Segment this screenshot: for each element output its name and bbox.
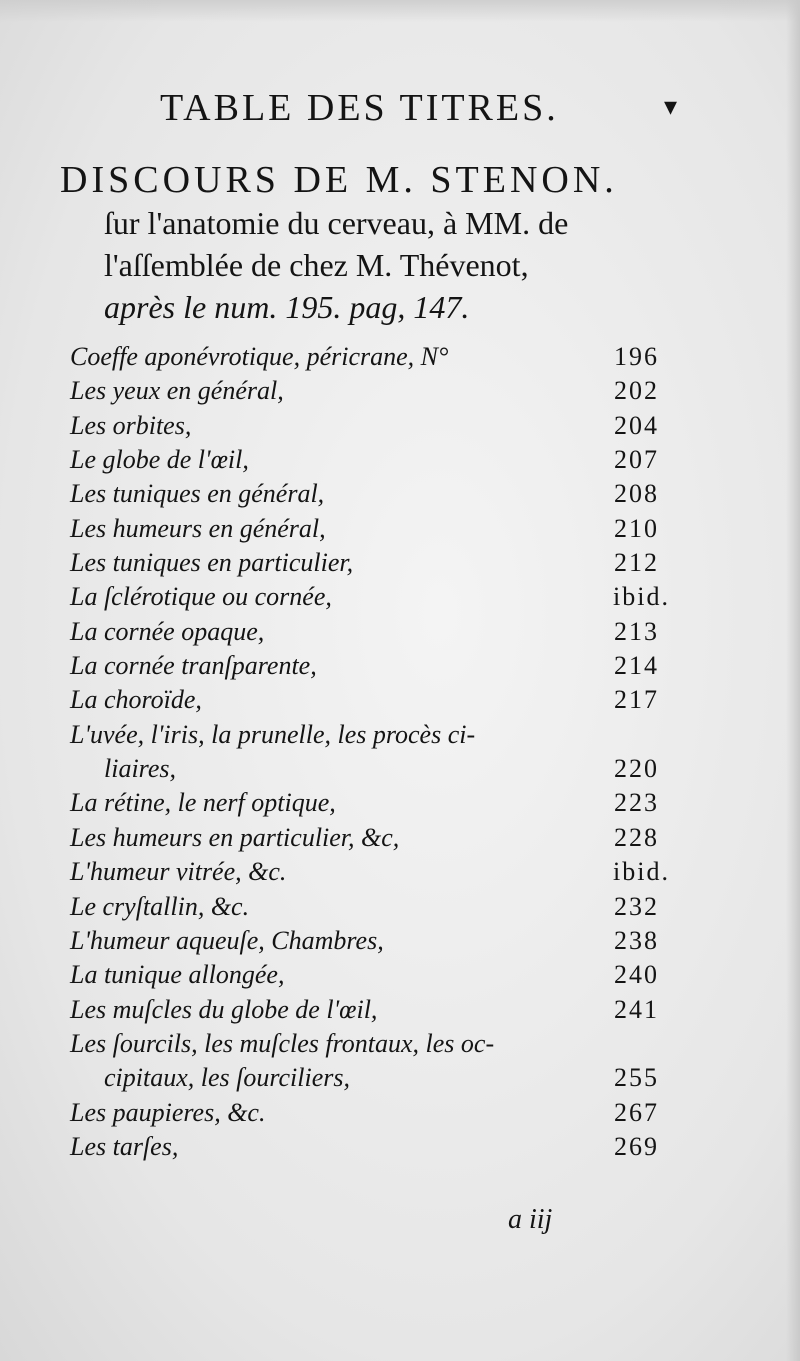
section-title: DISCOURS DE M. STENON.: [60, 159, 618, 201]
toc-entry: [70, 376, 670, 410]
toc-entry: [70, 857, 670, 891]
running-title: TABLE DES TITRES.: [160, 87, 559, 129]
toc-entry-page: 212: [614, 548, 659, 578]
toc-entry-title: cipitaux, les ſourciliers,: [104, 1063, 350, 1093]
toc-entry: [70, 754, 670, 788]
toc-entry: [70, 1029, 670, 1063]
toc-entry: [70, 582, 670, 616]
toc-entry-page: 267: [614, 1097, 659, 1127]
toc-entry-title: Les paupieres, &c.: [70, 1097, 266, 1127]
toc-entry-title: Les tuniques en particulier,: [70, 548, 354, 578]
signature-mark: a iij: [508, 1204, 553, 1235]
toc-entry: [70, 479, 670, 513]
toc-entry: [70, 445, 670, 479]
toc-entry: [70, 548, 670, 582]
toc-entry-title: La choroïde,: [70, 685, 202, 715]
toc-entry-title: Les orbites,: [70, 410, 192, 440]
toc-entry-title: Les muſcles du globe de l'œil,: [70, 994, 378, 1024]
toc-entry-title: Coeffe aponévrotique, péricrane, N°: [70, 342, 449, 371]
toc-entry: [70, 617, 670, 651]
toc-entry: [70, 960, 670, 994]
toc-entry-page: 214: [614, 651, 659, 681]
page-shadow-top: [0, 0, 800, 22]
toc-entry: [70, 892, 670, 926]
toc-entry-title: Les yeux en général,: [70, 376, 284, 406]
toc-entry: [70, 1132, 670, 1166]
toc-entry-page: 210: [614, 513, 659, 543]
toc-entry-title: Les humeurs en particulier, &c,: [70, 822, 400, 852]
toc-entry-page: 196: [614, 342, 659, 371]
toc-entry: [70, 926, 670, 960]
toc-entry-page: ibid.: [613, 582, 670, 612]
toc-entry-page: 202: [614, 376, 659, 406]
toc-entry-title: La cornée tranſparente,: [70, 651, 317, 681]
toc-entry-title: Le globe de l'œil,: [70, 445, 249, 475]
toc-entry: [70, 651, 670, 685]
description-line: l'aſſemblée de chez M. Thévenot,: [104, 247, 529, 283]
toc-entry-title: L'humeur aqueuſe, Chambres,: [70, 925, 384, 955]
toc-entry-page: 255: [614, 1063, 659, 1093]
toc-entry: [70, 823, 670, 857]
toc-entry-page: 240: [614, 960, 659, 990]
toc-entry: [70, 514, 670, 548]
toc-entry: [70, 788, 670, 822]
toc-entry: [70, 1063, 670, 1097]
description-line: après le num. 195. pag, 147.: [104, 289, 470, 325]
toc-entry-page: 238: [614, 925, 659, 955]
toc-entry: [70, 995, 670, 1029]
page-shadow-right: [786, 0, 800, 1361]
toc-entry-title: La ſclérotique ou cornée,: [70, 582, 332, 612]
toc-entry: [70, 1098, 670, 1132]
ornament-icon: ▾: [664, 92, 678, 122]
toc-entry-title: La cornée opaque,: [70, 616, 265, 646]
toc-entry-title: La rétine, le nerf optique,: [70, 788, 336, 818]
section-description: [104, 202, 704, 328]
toc-entry-page: 213: [614, 616, 659, 646]
toc-entry-page: 232: [614, 891, 659, 921]
toc-entry-title: Les ſourcils, les muſcles frontaux, les oc-: [70, 1028, 495, 1058]
toc-entry-title: Le cryſtallin, &c.: [70, 891, 250, 921]
toc-entry-page: 223: [614, 788, 659, 818]
toc-entry-page: 207: [614, 445, 659, 475]
toc-entry: [70, 342, 670, 376]
toc-entry-page: 220: [614, 754, 659, 784]
toc-entry-title: La tunique allongée,: [70, 960, 285, 990]
toc-entry-page: 241: [614, 994, 659, 1024]
table-of-contents: [70, 342, 670, 1166]
toc-entry-page: 269: [614, 1131, 659, 1161]
toc-entry-title: L'humeur vitrée, &c.: [70, 857, 287, 887]
toc-entry-page: ibid.: [613, 857, 670, 887]
toc-entry-title: Les tuniques en général,: [70, 479, 325, 509]
toc-entry-page: 217: [614, 685, 659, 715]
toc-entry: [70, 720, 670, 754]
toc-entry-page: 208: [614, 479, 659, 509]
toc-entry-title: liaires,: [104, 754, 176, 784]
toc-entry-title: Les tarſes,: [70, 1131, 179, 1161]
page-header: [0, 78, 800, 128]
toc-entry-title: L'uvée, l'iris, la prunelle, les procès ci-: [70, 719, 476, 749]
toc-entry-page: 204: [614, 410, 659, 440]
toc-entry-page: 228: [614, 822, 659, 852]
toc-entry: [70, 411, 670, 445]
toc-entry-title: Les humeurs en général,: [70, 513, 326, 543]
description-line: ſur l'anatomie du cerveau, à MM. de: [104, 205, 569, 241]
toc-entry: [70, 685, 670, 719]
